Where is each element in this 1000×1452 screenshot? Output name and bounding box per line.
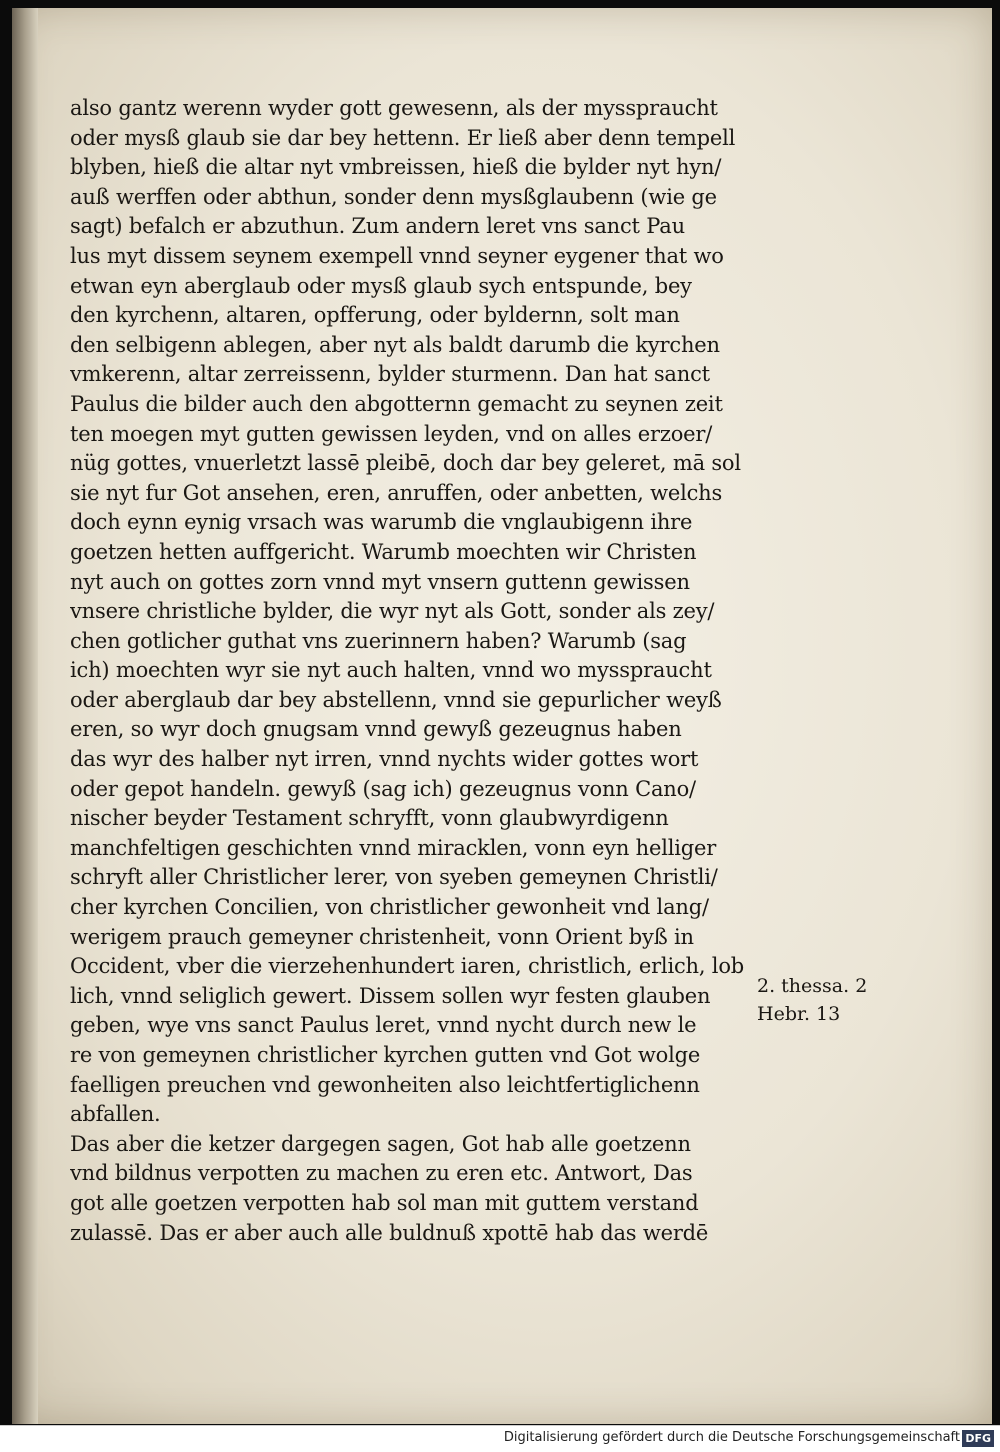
text-line: schryft aller Christlicher lerer, von syeben gemeynen Christli/: [70, 865, 718, 890]
text-line: oder mysß glaub sie dar bey hettenn. Er ließ aber denn tempell: [70, 125, 736, 150]
text-line: geben, wye vns sanct Paulus leret, vnnd nycht durch new le: [70, 1013, 697, 1038]
footer-credit: Digitalisierung gefördert durch die Deutsche Forschungsgemeinschaft: [503, 1430, 960, 1445]
text-line: etwan eyn aberglaub oder mysß glaub sych entspunde, bey: [70, 273, 692, 298]
text-line: auß werffen oder abthun, sonder denn mysßglaubenn (wie ge: [70, 184, 717, 209]
text-line: blyben, hieß die altar nyt vmbreissen, hieß die bylder nyt hyn/: [70, 155, 722, 180]
text-line: faelligen preuchen vnd gewonheiten also leichtfertiglichenn: [70, 1072, 700, 1097]
marginal-note: Hebr. 13: [757, 1003, 841, 1025]
text-line: got alle goetzen verpotten hab sol man mit guttem verstand: [70, 1190, 699, 1215]
main-text-block: [70, 94, 750, 1248]
text-line: werigem prauch gemeyner christenheit, vonn Orient byß in: [70, 924, 694, 949]
text-line: vnd bildnus verpotten zu machen zu eren etc. Antwort, Das: [70, 1161, 693, 1186]
text-line: re von gemeynen christlicher kyrchen gutten vnd Got wolge: [70, 1043, 701, 1067]
text-line: oder aberglaub dar bey abstellenn, vnnd sie gepurlicher weyß: [70, 687, 722, 712]
text-line: manchfeltigen geschichten vnnd miracklen, vonn eyn helliger: [70, 835, 717, 860]
text-line: zulassē. Das er aber auch alle buldnuß xpottē hab das werdē: [70, 1220, 709, 1245]
text-line: vmkerenn, altar zerreissenn, bylder sturmenn. Dan hat sanct: [70, 362, 710, 387]
text-line: doch eynn eynig vrsach was warumb die vnglaubigenn ihre: [70, 510, 693, 535]
marginal-notes: [757, 972, 867, 1028]
text-line: abfallen.: [70, 1102, 161, 1127]
book-spine: [12, 8, 38, 1424]
text-line: ich) moechten wyr sie nyt auch halten, vnnd wo mysspraucht: [70, 658, 712, 683]
text-line: goetzen hetten auffgericht. Warumb moechten wir Christen: [70, 539, 697, 564]
text-line: also gantz werenn wyder gott gewesenn, als der mysspraucht: [70, 96, 718, 120]
text-line: cher kyrchen Concilien, von christlicher gewonheit vnd lang/: [70, 895, 709, 920]
text-line: Occident, vber die vierzehenhundert iaren, christlich, erlich, lob: [70, 954, 745, 979]
text-line: nischer beyder Testament schryfft, vonn glaubwyrdigenn: [70, 806, 669, 831]
marginal-note: 2. thessa. 2: [757, 975, 868, 997]
text-line: nyt auch on gottes zorn vnnd myt vnsern guttenn gewissen: [70, 569, 690, 594]
book-page: [12, 8, 992, 1424]
text-line: sie nyt fur Got ansehen, eren, anruffen, oder anbetten, welchs: [70, 480, 723, 505]
text-line: oder gepot handeln. gewyß (sag ich) gezeugnus vonn Cano/: [70, 776, 696, 801]
text-line: Das aber die ketzer dargegen sagen, Got hab alle goetzenn: [70, 1131, 691, 1156]
text-line: Paulus die bilder auch den abgotternn gemacht zu seynen zeit: [70, 391, 723, 416]
text-line: ten moegen myt gutten gewissen leyden, vnd on alles erzoer/: [70, 421, 713, 446]
text-line: lus myt dissem seynem exempell vnnd seyner eygener that wo: [70, 243, 724, 268]
text-line: den kyrchenn, altaren, opfferung, oder byldernn, solt man: [70, 303, 680, 328]
text-line: lich, vnnd seliglich gewert. Dissem sollen wyr festen glauben: [70, 983, 711, 1008]
text-line: nüg gottes, vnuerletzt lassē pleibē, doch dar bey geleret, mā sol: [70, 451, 741, 476]
text-line: vnsere christliche bylder, die wyr nyt als Gott, sonder als zey/: [70, 599, 715, 624]
text-line: eren, so wyr doch gnugsam vnnd gewyß gezeugnus haben: [70, 717, 682, 742]
text-line: sagt) befalch er abzuthun. Zum andern leret vns sanct Pau: [70, 214, 685, 239]
text-line: chen gotlicher guthat vns zuerinnern haben? Warumb (sag: [70, 628, 687, 653]
text-line: den selbigenn ablegen, aber nyt als baldt darumb die kyrchen: [70, 332, 720, 357]
text-line: das wyr des halber nyt irren, vnnd nychts wider gottes wort: [70, 747, 699, 772]
dfg-logo: DFG: [962, 1430, 994, 1447]
footer-bar: [0, 1425, 1000, 1452]
